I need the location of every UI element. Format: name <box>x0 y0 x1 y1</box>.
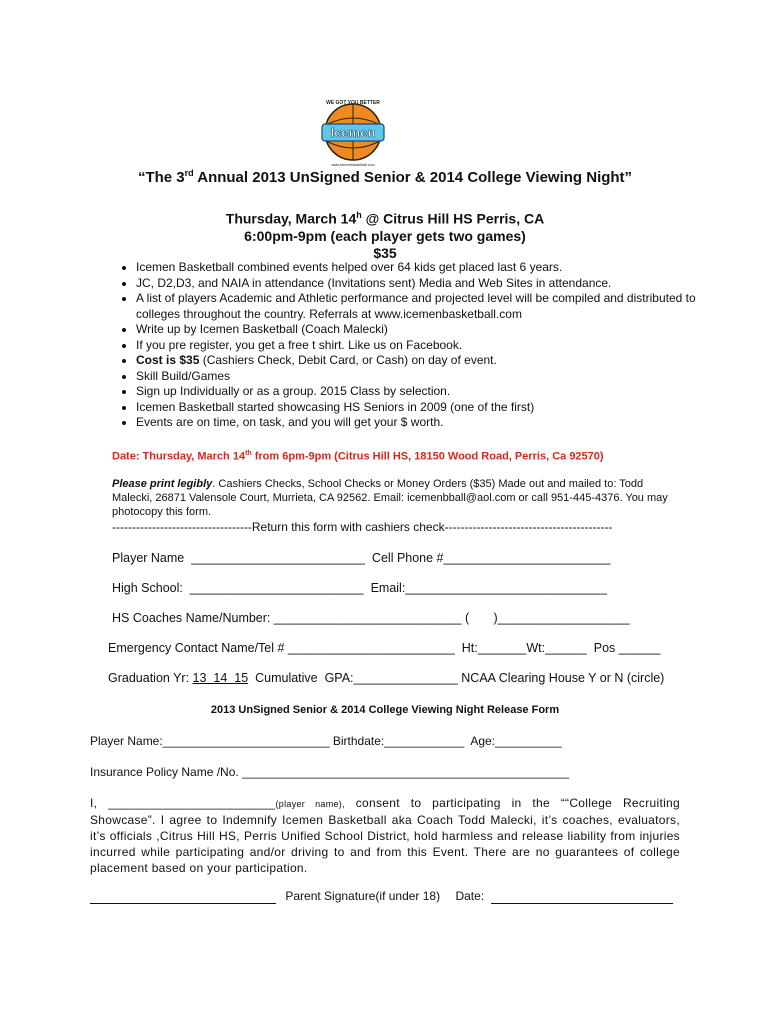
list-item: • Skill Build/Games <box>136 369 696 385</box>
feature-list <box>112 260 696 431</box>
icemen-logo <box>316 94 390 168</box>
logo-wordmark: Icemen <box>330 125 376 140</box>
event-date-details: Date: Thursday, March 14th from 6pm-9pm (Citrus Hill HS, 18150 Wood Road, Perris, Ca 92570) <box>112 450 604 463</box>
graduation-row[interactable]: Graduation Yr: 13 14 15 Cumulative GPA:_______________ NCAA Clearing House Y or N (circle) <box>108 671 665 685</box>
insurance-row[interactable]: Insurance Policy Name /No. _________________________________________________ <box>90 765 570 779</box>
list-item: • Icemen Basketball started showcasing HS Seniors in 2009 (one of the first) <box>136 400 696 416</box>
parent-signature-label: Parent Signature(if under 18) <box>285 889 441 903</box>
list-item: • Icemen Basketball combined events helped over 64 kids get placed last 6 years. <box>136 260 696 276</box>
list-item: • A list of players Academic and Athletic performance and projected level will be compiled and distributed to colleges throughout the country. Referrals at www.icemenbasketball.com <box>136 291 696 322</box>
event-date-line: Thursday, March 14$^h$ @ Citrus Hill HS Perris, CA <box>225 210 545 227</box>
date-label: Date: <box>455 889 485 903</box>
parent-signature-line[interactable] <box>90 889 276 904</box>
list-item: • Write up by Icemen Basketball (Coach Malecki) <box>136 322 696 338</box>
high-school-row[interactable]: High School: _________________________ Email:_____________________________ <box>112 581 607 595</box>
release-form-title: 2013 UnSigned Senior & 2014 College Viewing Night Release Form <box>210 704 560 716</box>
event-price: $35 <box>373 245 397 261</box>
coaches-row[interactable]: HS Coaches Name/Number: ___________________________ ( )___________________ <box>112 611 630 625</box>
list-item: • JC, D2,D3, and NAIA in attendance (Invitations sent) Media and Web Sites in attendance. <box>136 276 696 292</box>
event-time-line: 6:00pm-9pm (each player gets two games) <box>244 228 526 244</box>
return-form-separator: -----------------------------------Return this form with cashiers check------------------------------------------ <box>112 520 613 534</box>
emergency-contact-row[interactable]: Emergency Contact Name/Tel # ________________________ Ht:_______Wt:______ Pos ______ <box>108 641 661 655</box>
list-item: • Sign up Individually or as a group. 2015 Class by selection. <box>136 384 696 400</box>
page-title: “The 3rd Annual 2013 UnSigned Senior & 2014 College Viewing Night” <box>137 168 633 186</box>
list-item: • Events are on time, on task, and you will get your $ worth. <box>136 415 696 431</box>
logo-tagline: WE GOT YOU BETTER <box>326 100 380 106</box>
logo-footer: www.icemenbasketball.com <box>331 163 375 167</box>
waiver-text: I, ________________________(player name), consent to participating in the ““College Recruiting Showcase”. I agree to Indemnify Icemen Basketball aka Coach Todd Malecki, it’s coaches, evaluators, it’s officials ,Citrus Hill HS, Perris Unified School District, hold harmless and release liability from injuries incurred while participating and/or driving to and from this Event. There are no guarantees of college placement based on your participation. <box>90 796 680 875</box>
graduation-years: 13 14 15 <box>192 671 249 685</box>
date-signature-line[interactable] <box>491 889 673 904</box>
release-player-row[interactable]: Player Name:_________________________ Birthdate:____________ Age:__________ <box>90 734 562 748</box>
list-item: • If you pre register, you get a free t shirt. Like us on Facebook. <box>136 338 696 354</box>
player-name-row[interactable]: Player Name _________________________ Cell Phone #________________________ <box>112 551 611 565</box>
mailing-instructions: Please print legibly. Cashiers Checks, School Checks or Money Orders ($35) Made out and mailed to: Todd Malecki, 26871 Valensole Court, Murrieta, CA 92562. Email: icemenbball@aol.com or call 951-445-4376. You may photocopy this form. <box>112 478 668 518</box>
list-item: • Cost is $35 (Cashiers Check, Debit Card, or Cash) on day of event. <box>136 353 696 369</box>
signature-row[interactable] <box>90 889 673 904</box>
